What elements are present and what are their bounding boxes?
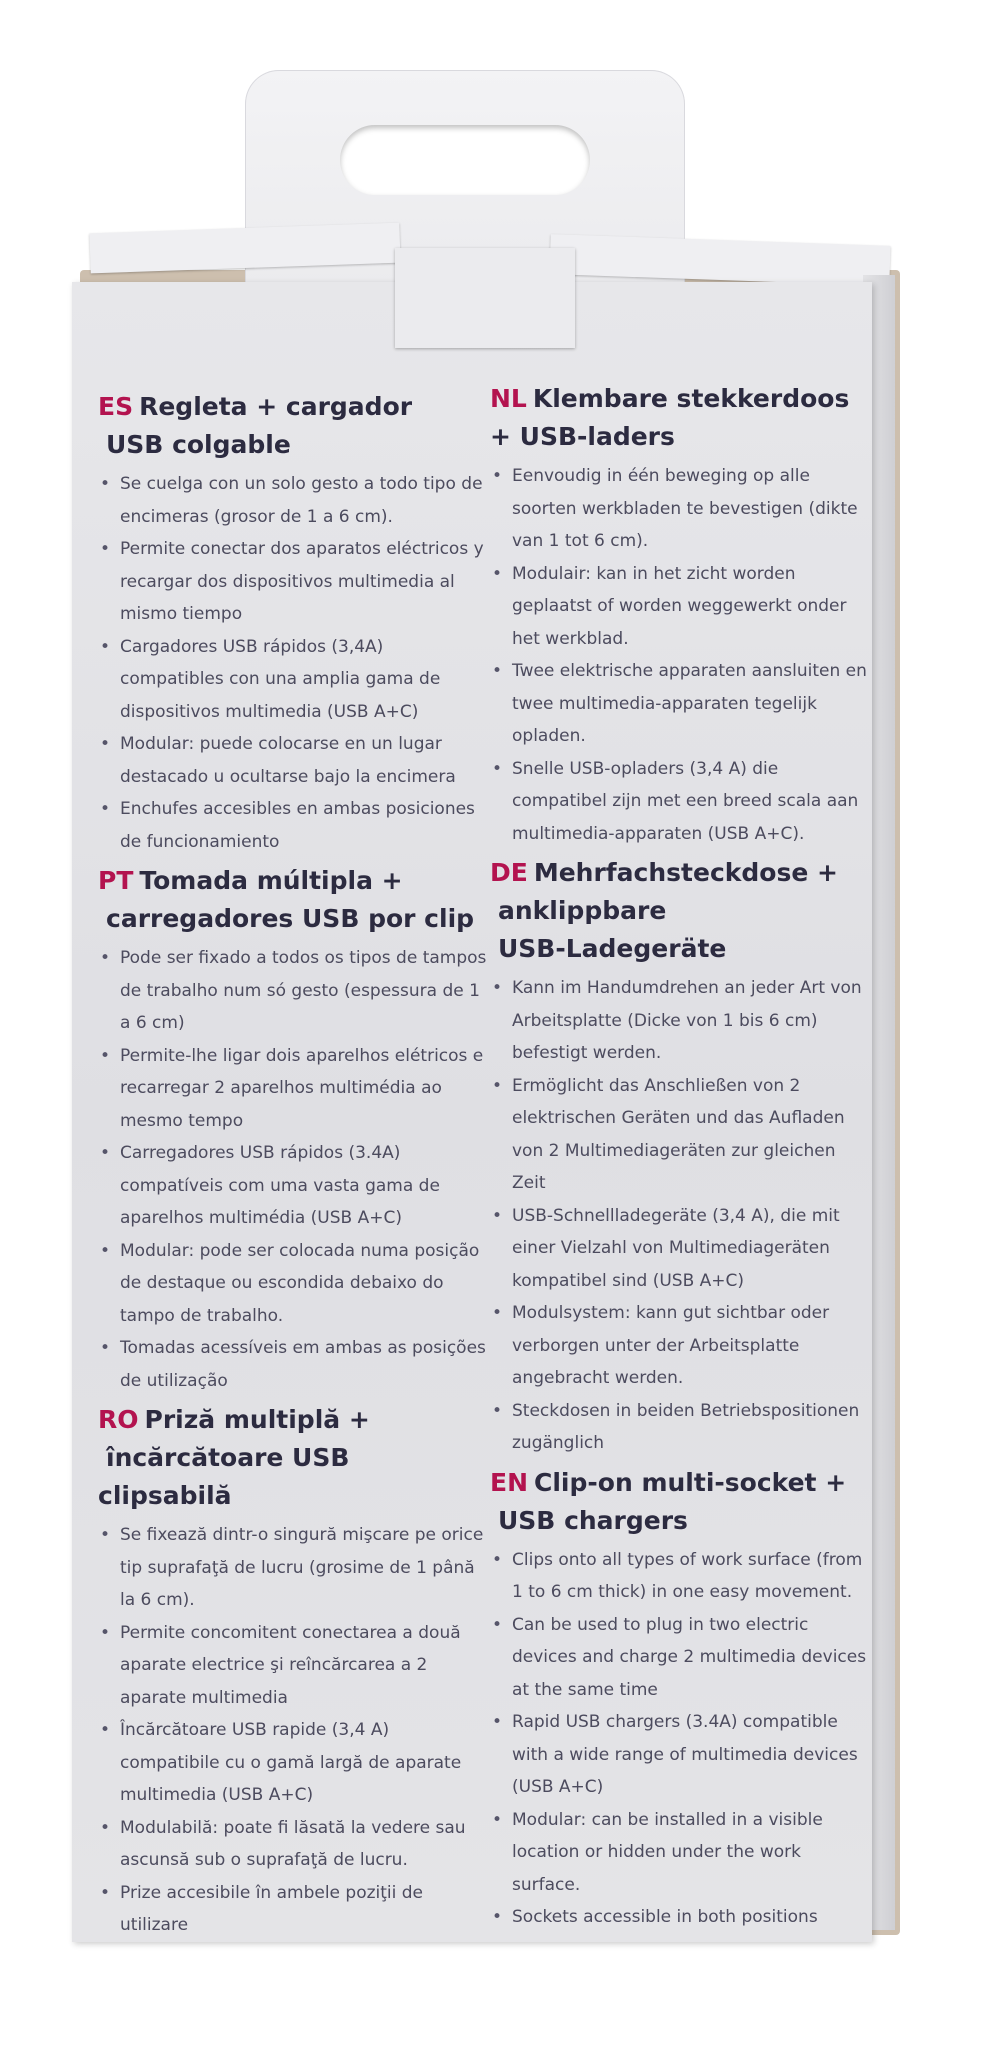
left-column	[98, 388, 488, 1946]
list-item: • Sockets accessible in both positions	[490, 1901, 870, 1934]
list-item: • Permite conectar dos aparatos eléctricos y recargar dos dispositivos multimedia al mismo tiempo	[98, 533, 488, 631]
section-heading: EN Clip-on multi-socket + USB chargers	[490, 1467, 847, 1535]
list-item: • Eenvoudig in één beweging op alle soorten werkbladen te bevestigen (dikte van 1 tot 6 cm).	[490, 460, 870, 558]
section-ro	[98, 1401, 488, 1942]
section-heading: PT Tomada múltipla + carregadores USB por clip	[98, 866, 475, 933]
section-pt	[98, 862, 488, 1397]
list-item: • Se cuelga con un solo gesto a todo tipo de encimeras (grosor de 1 a 6 cm).	[98, 468, 488, 533]
list-item: • Carregadores USB rápidos (3.4A) compatíveis com uma vasta gama de aparelhos multimédia (USB A+C)	[98, 1137, 488, 1235]
list-item: • Enchufes accesibles en ambas posiciones de funcionamiento	[98, 793, 488, 858]
feature-list	[490, 1544, 870, 1934]
section-heading: NL Klembare stekkerdoos + USB-laders	[490, 384, 850, 451]
list-item: • Modulsystem: kann gut sichtbar oder verborgen unter der Arbeitsplatte angebracht werden.	[490, 1297, 870, 1395]
language-code: NL	[490, 384, 527, 413]
feature-list	[98, 942, 488, 1397]
list-item: • Modular: can be installed in a visible location or hidden under the work surface.	[490, 1804, 870, 1902]
language-code: RO	[98, 1405, 139, 1434]
section-de	[490, 854, 870, 1460]
section-heading: RO Priză multiplă + încărcătoare USB clipsabilă	[98, 1405, 370, 1510]
language-code: ES	[98, 392, 134, 421]
list-item: • Steckdosen in beiden Betriebspositionen zugänglich	[490, 1395, 870, 1460]
list-item: • Modular: pode ser colocada numa posição de destaque ou escondida debaixo do tampo de trabalho.	[98, 1235, 488, 1333]
list-item: • Permite-lhe ligar dois aparelhos elétricos e recarregar 2 aparelhos multimédia ao mesmo tempo	[98, 1040, 488, 1138]
list-item: • Modulair: kan in het zicht worden geplaatst of worden weggewerkt onder het werkblad.	[490, 558, 870, 656]
list-item: • Ermöglicht das Anschließen von 2 elektrischen Geräten und das Aufladen von 2 Multimediageräten zur gleichen Zeit	[490, 1070, 870, 1200]
list-item: • Încărcătoare USB rapide (3,4 A) compatibile cu o gamă largă de aparate multimedia (USB A+C)	[98, 1714, 488, 1812]
list-item: • Clips onto all types of work surface (from 1 to 6 cm thick) in one easy movement.	[490, 1544, 870, 1609]
list-item: • Twee elektrische apparaten aansluiten en twee multimedia-apparaten tegelijk opladen.	[490, 655, 870, 753]
list-item: • Kann im Handumdrehen an jeder Art von Arbeitsplatte (Dicke von 1 bis 6 cm) befestigt werden.	[490, 972, 870, 1070]
section-es	[98, 388, 488, 858]
feature-list	[490, 460, 870, 850]
list-item: • Permite concomitent conectarea a două aparate electrice şi reîncărcarea a 2 aparate multimedia	[98, 1617, 488, 1715]
feature-list	[490, 972, 870, 1460]
feature-list	[98, 468, 488, 858]
list-item: • Modulabilă: poate fi lăsată la vedere sau ascunsă sub o suprafaţă de lucru.	[98, 1812, 488, 1877]
list-item: • Snelle USB-opladers (3,4 A) die compatibel zijn met een breed scala aan multimedia-apparaten (USB A+C).	[490, 753, 870, 851]
box-center-tab	[395, 248, 575, 348]
feature-list	[98, 1519, 488, 1942]
hanging-hole	[340, 125, 590, 195]
list-item: • Modular: puede colocarse en un lugar destacado u ocultarse bajo la encimera	[98, 728, 488, 793]
language-code: PT	[98, 866, 134, 895]
list-item: • Rapid USB chargers (3.4A) compatible with a wide range of multimedia devices (USB A+C)	[490, 1706, 870, 1804]
list-item: • USB-Schnellladegeräte (3,4 A), die mit einer Vielzahl von Multimediageräten kompatibel sind (USB A+C)	[490, 1200, 870, 1298]
section-en	[490, 1464, 870, 1934]
list-item: • Se fixează dintr-o singură mişcare pe orice tip suprafaţă de lucru (grosime de 1 până la 6 cm).	[98, 1519, 488, 1617]
section-nl	[490, 380, 870, 850]
list-item: • Tomadas acessíveis em ambas as posições de utilização	[98, 1332, 488, 1397]
list-item: • Can be used to plug in two electric devices and charge 2 multimedia devices at the same time	[490, 1609, 870, 1707]
list-item: • Pode ser fixado a todos os tipos de tampos de trabalho num só gesto (espessura de 1 a 6 cm)	[98, 942, 488, 1040]
language-code: DE	[490, 858, 528, 887]
list-item: • Prize accesibile în ambele poziţii de utilizare	[98, 1877, 488, 1942]
right-column	[490, 380, 870, 1938]
section-heading: DE Mehrfachsteckdose + anklippbare USB-Ladegeräte	[490, 858, 838, 963]
section-heading: ES Regleta + cargador USB colgable	[98, 392, 413, 459]
language-code: EN	[490, 1467, 529, 1497]
list-item: • Cargadores USB rápidos (3,4A) compatibles con una amplia gama de dispositivos multimedia (USB A+C)	[98, 631, 488, 729]
